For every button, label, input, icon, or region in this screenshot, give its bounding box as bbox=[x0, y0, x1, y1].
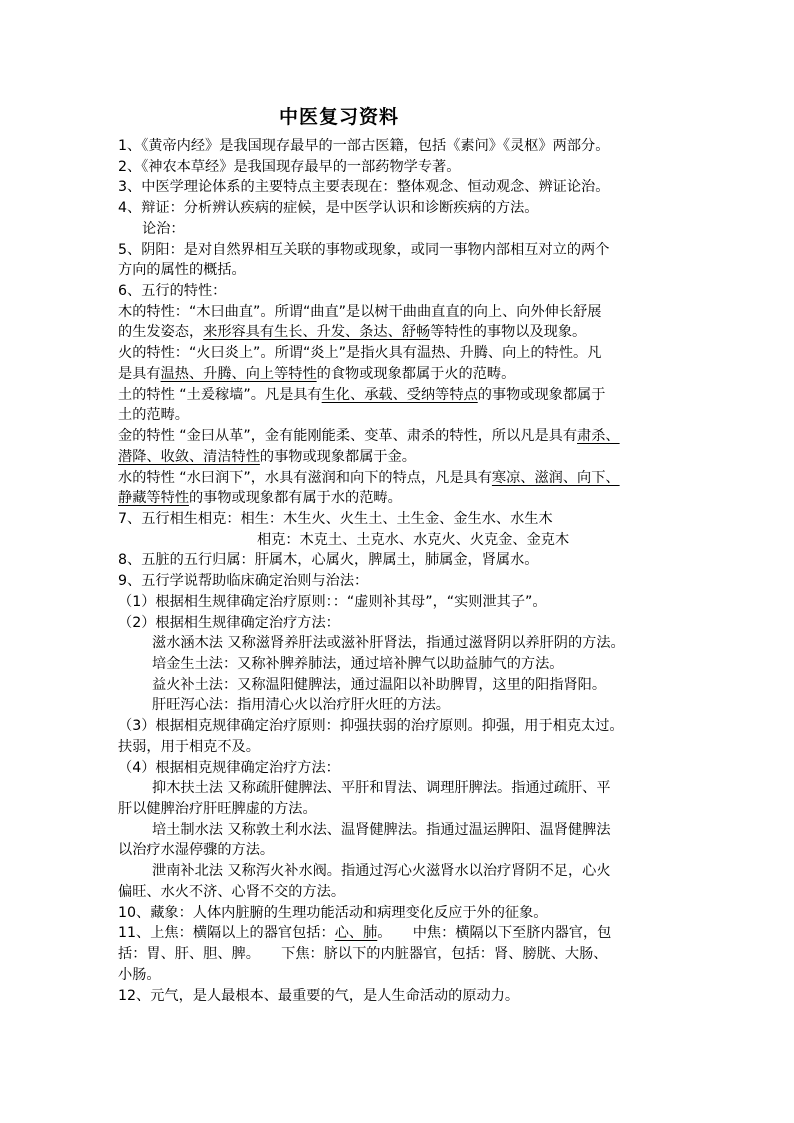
text-run: 土的特性 “土爰稼墙”。凡是具有 bbox=[118, 386, 322, 403]
text-line: 方向的属性的概括。 bbox=[118, 262, 246, 279]
text-line: 7、五行相生相克：相生：木生火、火生土、土生金、金生水、水生木 bbox=[118, 510, 553, 527]
text-line: （4）根据相克规律确定治疗方法： bbox=[118, 759, 340, 776]
text-line bbox=[118, 385, 698, 406]
text-line: 4、辩证：分析辨认疾病的症候，是中医学认识和诊断疾病的方法。 bbox=[118, 200, 539, 217]
text-line: 括：胃、肝、胆、脾。 下焦：脐以下的内脏器官，包括：肾、膀胱、大肠、 bbox=[118, 946, 608, 963]
underlined-run: 寒凉、滋润、向下、 bbox=[491, 469, 620, 486]
underlined-run: 温热、升腾、向上等特性 bbox=[160, 365, 317, 382]
text-run: 是具有 bbox=[118, 365, 161, 382]
text-line: 木的特性：“木曰曲直”。所谓“曲直”是以树干曲曲直直的向上、向外伸长舒展 bbox=[118, 303, 602, 320]
text-line bbox=[118, 426, 698, 447]
text-line: 以治疗水湿停骤的方法。 bbox=[118, 842, 275, 859]
text-line: 5、阴阳：是对自然界相互关联的事物或现象，或同一事物内部相互对立的两个 bbox=[118, 241, 610, 258]
text-line: 8、五脏的五行归属：肝属木，心属火，脾属土，肺属金，肾属水。 bbox=[118, 552, 539, 569]
text-line: （3）根据相克规律确定治疗原则：抑强扶弱的治疗原则。抑强，用于相克太过。 bbox=[118, 718, 624, 735]
text-line bbox=[118, 923, 698, 944]
text-line: 益火补土法：又称温阳健脾法，通过温阳以补助脾胃，这里的阳指肾阳。 bbox=[152, 676, 607, 693]
text-line: 培金生土法：又称补脾养肺法，通过培补脾气以助益肺气的方法。 bbox=[152, 656, 564, 672]
underlined-run: 心、肺 bbox=[334, 925, 378, 942]
text-line: （1）根据相生规律确定治疗原则：：“虚则补其母”，“实则泄其子”。 bbox=[118, 593, 547, 610]
text-line: 滋水涵木法 又称滋肾养肝法或滋补肝肾法，指通过滋肾阴以养肝阴的方法。 bbox=[152, 635, 625, 652]
text-line: 1、《黄帝内经》是我国现存最早的一部古医籍，包括《素问》《灵枢》两部分。 bbox=[118, 138, 610, 154]
text-line: 培土制水法 又称敦土利水法、温肾健脾法。指通过温运脾阳、温肾健脾法 bbox=[152, 821, 611, 838]
text-line: 泄南补北法 又称泻火补水阀。指通过泻心火滋肾水以治疗肾阴不足，心火 bbox=[152, 863, 611, 880]
text-line: 肝以健脾治疗肝旺脾虚的方法。 bbox=[118, 801, 317, 818]
text-line bbox=[118, 364, 698, 385]
underlined-run: 来形容具有生长、升发、条达、舒畅 bbox=[203, 324, 431, 341]
text-run: 金的特性 “金曰从革”，金有能刚能柔、变革、肃杀的特性，所以凡是具有 bbox=[118, 428, 578, 445]
text-run: 的食物或现象都属于火的范畴。 bbox=[316, 365, 516, 382]
text-line: 小肠。 bbox=[118, 966, 161, 983]
text-run: 的事物或现象都有属于水的范畴。 bbox=[188, 490, 402, 507]
text-line: 10、藏象：人体内脏腑的生理功能活动和病理变化反应于外的征象。 bbox=[118, 904, 548, 921]
document-title: 中医复习资料 bbox=[279, 106, 400, 128]
text-line: 火的特性：“火曰炎上”。所谓“炎上”是指火具有温热、升腾、向上的特性。凡 bbox=[118, 345, 602, 362]
text-line: 论治： bbox=[142, 220, 185, 237]
text-line bbox=[118, 468, 698, 489]
underlined-run: 潜降、收敛、清洁特性 bbox=[118, 448, 260, 465]
text-run: 11、上焦：横隔以上的器官包括： bbox=[118, 925, 335, 942]
text-run: 等特性的事物以及现象。 bbox=[430, 324, 587, 341]
text-line: 肝旺泻心法：指用清心火以治疗肝火旺的方法。 bbox=[152, 697, 450, 714]
text-line: 扶弱，用于相克不及。 bbox=[118, 738, 260, 755]
text-line: 2、《神农本草经》是我国现存最早的一部药物学专著。 bbox=[118, 158, 461, 175]
text-line: 相克：木克土、土克水、水克火、火克金、金克木 bbox=[257, 531, 570, 548]
text-line bbox=[118, 322, 698, 343]
underlined-run: 生化、承载、受纳等特点 bbox=[321, 386, 478, 403]
text-line: 6、五行的特性： bbox=[118, 283, 227, 300]
text-line: 偏旺、水火不济、心肾不交的方法。 bbox=[118, 883, 346, 900]
text-line: 土的范畴。 bbox=[118, 407, 189, 424]
underlined-run: 肃杀、 bbox=[577, 428, 620, 445]
text-line: （2）根据相生规律确定治疗方法： bbox=[118, 614, 340, 631]
underlined-run: 静藏等特性 bbox=[118, 490, 189, 507]
text-run: 的生发姿态， bbox=[118, 324, 204, 341]
text-run: 的事物或现象都属于 bbox=[477, 386, 606, 403]
text-run: 水的特性 “水曰润下”，水具有滋润和向下的特点，凡是具有 bbox=[118, 469, 492, 486]
text-run: 。 中焦：横隔以下至脐内器官，包 bbox=[377, 925, 612, 942]
text-line: 12、元气，是人最根本、最重要的气，是人生命活动的原动力。 bbox=[118, 987, 520, 1004]
text-line bbox=[118, 488, 698, 509]
text-line: 3、中医学理论体系的主要特点主要表现在：整体观念、恒动观念、辨证论治。 bbox=[118, 179, 610, 196]
text-run: 的事物或现象都属于金。 bbox=[259, 448, 416, 465]
text-line bbox=[118, 447, 698, 468]
text-line: 抑木扶土法 又称疏肝健脾法、平肝和胃法、调理肝脾法。指通过疏肝、平 bbox=[152, 780, 611, 797]
text-line: 9、五行学说帮助临床确定治则与治法： bbox=[118, 573, 369, 590]
